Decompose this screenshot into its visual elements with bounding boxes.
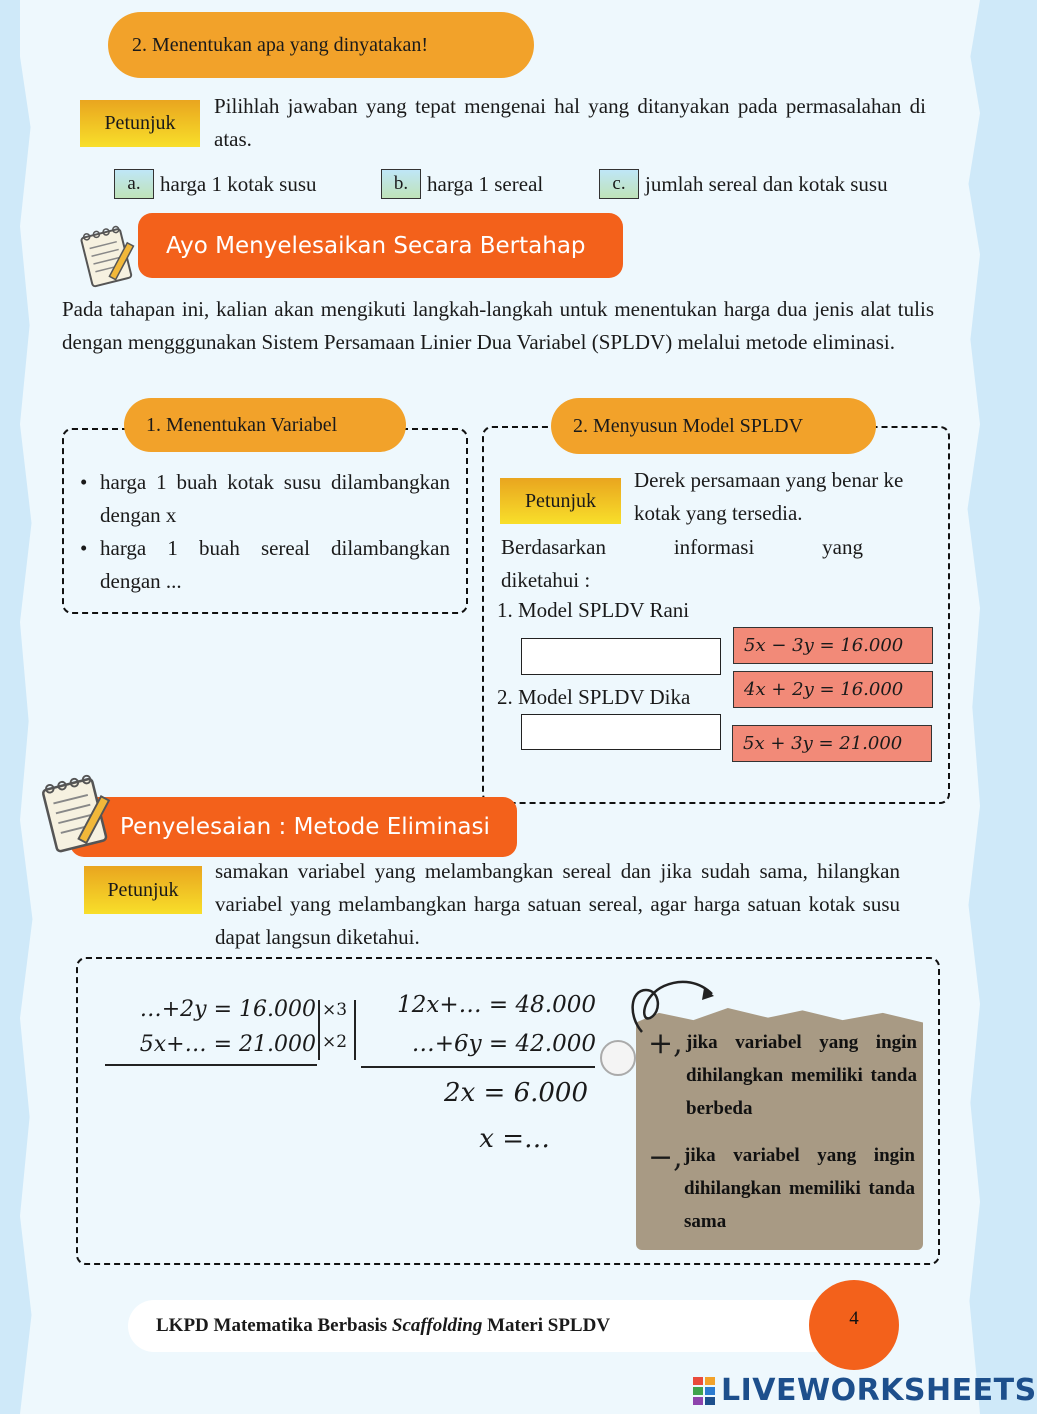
plus-sign: +, xyxy=(648,1026,683,1061)
option-letter[interactable]: a. xyxy=(114,169,154,199)
petunjuk-badge xyxy=(500,478,621,524)
notebook-pencil-icon xyxy=(80,222,138,290)
option-text: harga 1 kotak susu xyxy=(160,171,317,196)
petunjuk-label: Petunjuk xyxy=(104,112,176,134)
minus-sign: −, xyxy=(648,1140,683,1175)
multiplier-bar-left xyxy=(318,1000,320,1060)
heading-text: Ayo Menyelesaikan Secara Bertahap xyxy=(166,232,586,259)
penyelesaian-instruction: samakan variabel yang melambangkan sereal dan jika sudah sama, hilangkan variabel yang melambangkan harga satuan sereal, agar harga satuan kotak susu dapat langsun diketahui. xyxy=(215,859,900,949)
bullet-item: • harga 1 buah kotak susu dilambangkan dengan x xyxy=(74,466,450,532)
model-title: 2. Menyusun Model SPLDV xyxy=(573,414,804,437)
left-equation-1: …+2y = 16.000 xyxy=(139,997,316,1022)
notebook-pencil-icon xyxy=(38,770,118,856)
heading-penyelesaian xyxy=(70,797,517,857)
option-a[interactable] xyxy=(114,169,317,199)
option-text: harga 1 sereal xyxy=(427,171,544,196)
heading-ayo-menyelesaikan xyxy=(138,213,623,278)
plus-explanation: jika variabel yang ingin dihilangkan memiliki tanda berbeda xyxy=(686,1032,917,1119)
watermark-text: LIVEWORKSHEETS xyxy=(721,1373,1037,1408)
step-pill-menentukan-dinyatakan xyxy=(108,12,534,78)
footer-title-italic: Scaffolding xyxy=(391,1315,483,1336)
option-letter[interactable]: b. xyxy=(381,169,421,199)
page-number: 4 xyxy=(849,1308,859,1329)
drop-target-rani[interactable] xyxy=(521,638,721,675)
model-info-line1: Berdasarkan informasi yang xyxy=(501,535,863,559)
option-b[interactable] xyxy=(381,169,543,199)
equation-text: 4x + 2y = 16.000 xyxy=(744,679,904,700)
step-label: 2. Menentukan apa yang dinyatakan! xyxy=(132,33,429,56)
multiplier-2: ×2 xyxy=(322,1032,348,1052)
option-text: jumlah sereal dan kotak susu xyxy=(645,171,888,196)
option-c[interactable] xyxy=(599,169,888,199)
left-equation-2: 5x+… = 21.000 xyxy=(139,1032,316,1057)
footer-title-suffix: Materi SPLDV xyxy=(482,1315,611,1336)
minus-explanation: jika variabel yang ingin dihilangkan memiliki tanda sama xyxy=(684,1145,915,1232)
model-rani-label: 1. Model SPLDV Rani xyxy=(497,598,690,622)
liveworksheets-logo xyxy=(693,1373,1037,1408)
instruction-text: Pilihlah jawaban yang tepat mengenai hal yang ditanyakan pada permasalahan di atas. xyxy=(214,94,926,151)
model-dika-label: 2. Model SPLDV Dika xyxy=(497,685,691,709)
equation-text: 5x + 3y = 21.000 xyxy=(743,733,903,754)
variabel-bullets xyxy=(74,466,450,598)
petunjuk-badge xyxy=(84,866,202,914)
page-number-badge xyxy=(809,1280,899,1370)
result-equation-1: 2x = 6.000 xyxy=(444,1078,588,1108)
petunjuk-label: Petunjuk xyxy=(524,489,597,512)
right-underline xyxy=(361,1066,595,1068)
result-equation-2: x =… xyxy=(479,1124,550,1154)
footer-title-pill xyxy=(128,1300,858,1352)
option-letter[interactable]: c. xyxy=(599,169,639,199)
drop-target-dika[interactable] xyxy=(521,714,721,750)
variabel-title-pill xyxy=(124,398,406,452)
model-title-pill xyxy=(551,398,876,454)
multiplier-1: ×3 xyxy=(322,1000,348,1020)
equation-text: 5x − 3y = 16.000 xyxy=(744,635,904,656)
multiplier-bar-right xyxy=(354,1000,356,1060)
right-equation-2: …+6y = 42.000 xyxy=(411,1031,596,1057)
operation-select-circle[interactable] xyxy=(600,1040,636,1076)
liveworksheets-icon xyxy=(693,1377,715,1405)
bullet-item: • harga 1 buah sereal dilambangkan dengan ... xyxy=(74,532,450,598)
petunjuk-label: Petunjuk xyxy=(107,878,179,901)
draggable-equation-3[interactable] xyxy=(732,725,932,762)
left-underline xyxy=(105,1064,317,1066)
right-equation-1: 12x+… = 48.000 xyxy=(397,992,596,1018)
footer-title-prefix: LKPD Matematika Berbasis xyxy=(156,1315,392,1336)
intro-paragraph: Pada tahapan ini, kalian akan mengikuti langkah-langkah untuk menentukan harga dua jenis alat tulis dengan mengggunakan Sistem Persamaan Linier Dua Variabel (SPLDV) melalui metode eliminasi. xyxy=(62,297,934,354)
variabel-title: 1. Menentukan Variabel xyxy=(146,413,338,436)
model-instruction: Derek persamaan yang benar ke kotak yang tersedia. xyxy=(634,468,904,525)
heading-text: Penyelesaian : Metode Eliminasi xyxy=(120,814,490,840)
draggable-equation-1[interactable] xyxy=(733,627,933,664)
draggable-equation-2[interactable] xyxy=(733,671,933,708)
petunjuk-badge xyxy=(80,100,200,147)
model-info: diketahui : xyxy=(501,568,591,592)
